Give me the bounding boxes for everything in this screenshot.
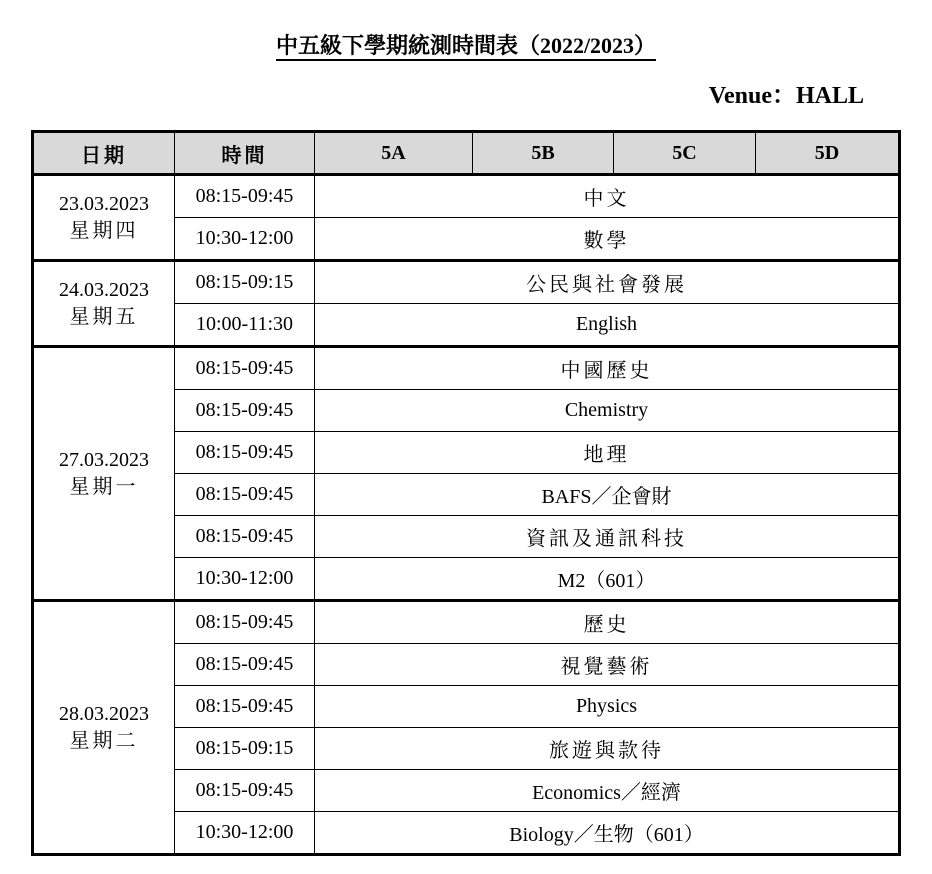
- subject-cell: Physics: [315, 686, 900, 728]
- time-cell: 08:15-09:15: [175, 728, 315, 770]
- time-cell: 08:15-09:45: [175, 390, 315, 432]
- time-cell: 08:15-09:45: [175, 770, 315, 812]
- date-cell: [33, 175, 175, 261]
- time-cell: 08:15-09:45: [175, 601, 315, 644]
- weekday-text: 星期一: [69, 475, 139, 498]
- subject-cell: English: [315, 304, 900, 347]
- subject-cell: 歷史: [315, 601, 900, 644]
- header-time: 時間: [175, 132, 315, 175]
- subject-cell: 中國歷史: [315, 347, 900, 390]
- date-text: 27.03.2023: [59, 448, 149, 471]
- header-class-5a: 5A: [315, 132, 473, 175]
- table-row: [33, 601, 900, 644]
- weekday-text: 星期二: [69, 729, 139, 752]
- time-cell: 08:15-09:45: [175, 516, 315, 558]
- date-cell: [33, 601, 175, 855]
- table-row: [33, 261, 900, 304]
- date-text: 24.03.2023: [59, 278, 149, 301]
- exam-timetable: [31, 130, 901, 856]
- subject-cell: Biology／生物（601）: [315, 812, 900, 855]
- table-header-row: [33, 132, 900, 175]
- header-class-5d: 5D: [756, 132, 900, 175]
- subject-cell: 公民與社會發展: [315, 261, 900, 304]
- subject-cell: 資訊及通訊科技: [315, 516, 900, 558]
- subject-cell: 中文: [315, 175, 900, 218]
- date-cell: [33, 347, 175, 601]
- subject-cell: Economics／經濟: [315, 770, 900, 812]
- time-cell: 08:15-09:45: [175, 474, 315, 516]
- table-row: [33, 175, 900, 218]
- subject-cell: 地理: [315, 432, 900, 474]
- weekday-text: 星期四: [69, 219, 139, 242]
- venue-label: Venue：HALL: [708, 83, 864, 109]
- timetable-body: [33, 175, 900, 855]
- subject-cell: BAFS／企會財: [315, 474, 900, 516]
- time-cell: 08:15-09:45: [175, 347, 315, 390]
- header-date: 日期: [33, 132, 175, 175]
- header-class-5c: 5C: [614, 132, 756, 175]
- date-cell: [33, 261, 175, 347]
- page-title: [0, 30, 932, 62]
- time-cell: 08:15-09:45: [175, 175, 315, 218]
- table-row: [33, 347, 900, 390]
- time-cell: 08:15-09:45: [175, 432, 315, 474]
- subject-cell: 旅遊與款待: [315, 728, 900, 770]
- page-title-text: 中五級下學期統測時間表（2022/2023）: [276, 33, 656, 61]
- time-cell: 10:30-12:00: [175, 812, 315, 855]
- time-cell: 10:30-12:00: [175, 558, 315, 601]
- header-class-5b: 5B: [473, 132, 614, 175]
- subject-cell: M2（601）: [315, 558, 900, 601]
- subject-cell: Chemistry: [315, 390, 900, 432]
- date-text: 23.03.2023: [59, 192, 149, 215]
- time-cell: 08:15-09:45: [175, 644, 315, 686]
- weekday-text: 星期五: [69, 305, 139, 328]
- subject-cell: 數學: [315, 218, 900, 261]
- date-text: 28.03.2023: [59, 702, 149, 725]
- time-cell: 08:15-09:15: [175, 261, 315, 304]
- subject-cell: 視覺藝術: [315, 644, 900, 686]
- time-cell: 10:30-12:00: [175, 218, 315, 261]
- time-cell: 10:00-11:30: [175, 304, 315, 347]
- time-cell: 08:15-09:45: [175, 686, 315, 728]
